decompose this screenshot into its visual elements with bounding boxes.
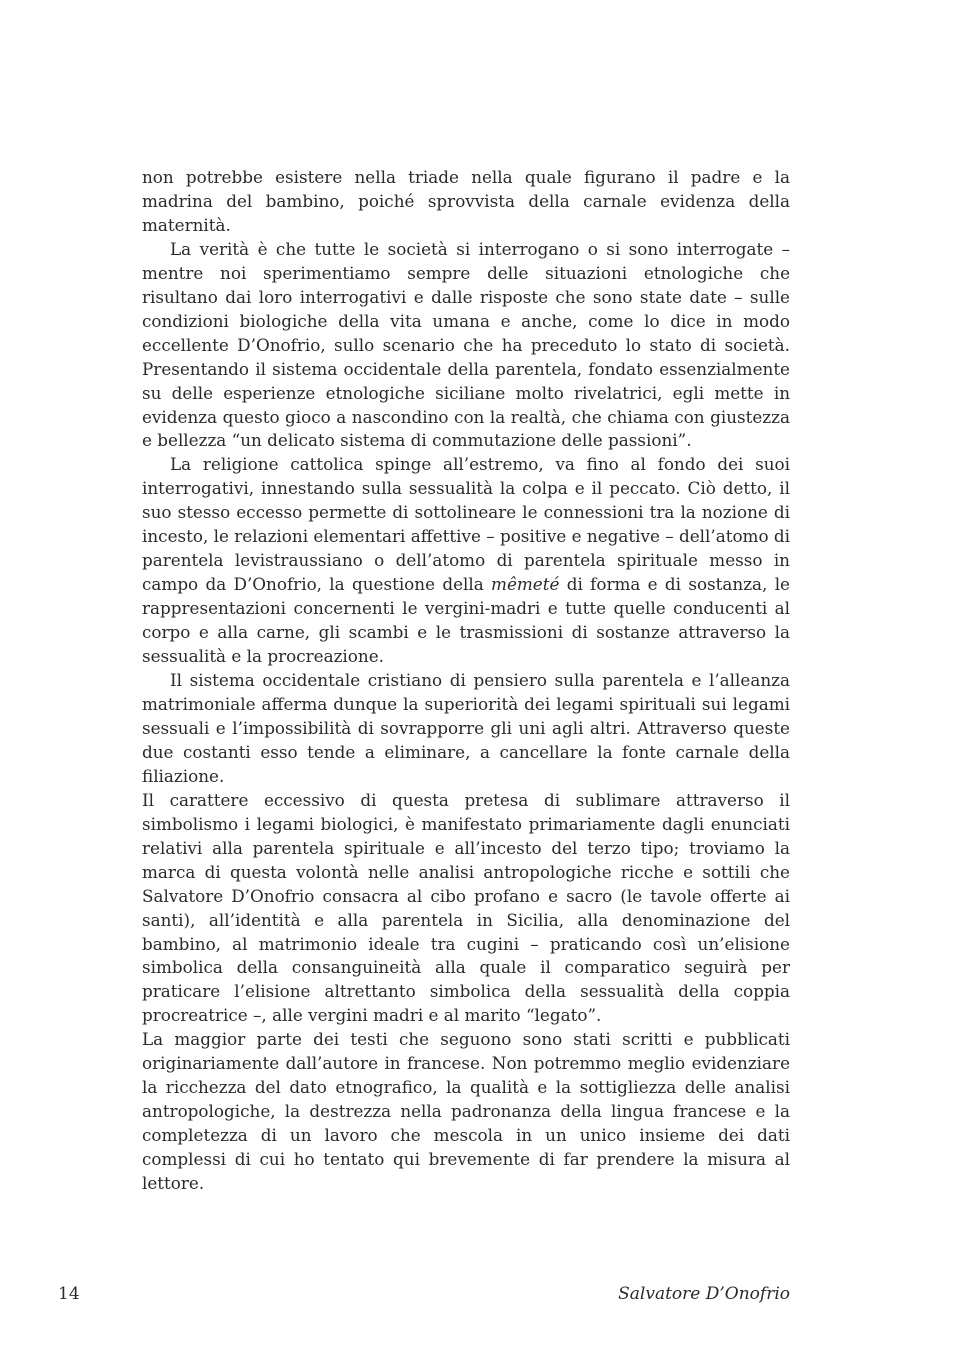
paragraph: [142, 166, 790, 238]
paragraph: [142, 789, 790, 1029]
italic-term: mêmeté: [491, 574, 560, 595]
paragraph-text: Il sistema occidentale cristiano di pensiero sulla parentela e l’alleanza matrimoniale afferma dunque la superiorità dei legami spirituali sui legami sessuali e l’impossibilità di sovrapporre gli uni agli altri. Attraverso queste due costanti esso tende a eliminare, a cancellare la fonte carnale della filiazione.: [142, 670, 790, 786]
paragraph-text: Il carattere eccessivo di questa pretesa di sublimare attraverso il simbolismo i legami biologici, è manifestato primariamente dagli enunciati relativi alla parentela spirituale e all’incesto del terzo tipo; troviamo la marca di questa volontà nelle analisi antropologiche ricche e sottili che Salvatore D’Onofrio consacra al cibo profano e sacro (le tavole offerte ai santi), all’identità e alla parentela in Sicilia, alla denominazione del bambino, al matrimonio ideale tra cugini – praticando così un’elisione simbolica della consanguineità alla quale il comparatico seguirà per praticare l’elisione altrettanto simbolica della sessualità della coppia procreatrice –, alle vergini madri e al marito “legato”.: [142, 789, 790, 1026]
paragraph: [142, 669, 790, 789]
paragraph-text: La religione cattolica spinge all’estremo, va fino al fondo dei suoi interrogativi, innestando sulla sessualità la colpa e il peccato. Ciò detto, il suo stesso eccesso permette di sottolineare le connessioni tra la nozione di incesto, le relazioni elementari affettive – positive e negative – dell’atomo di parentela levistraussiano o dell’atomo di parentela spirituale messo in campo da D’Onofrio, la questione della: [142, 454, 791, 595]
paragraph-text: La verità è che tutte le società si interrogano o si sono interrogate – mentre noi sperimentiamo sempre delle situazioni etnologiche che risultano dai loro interrogativi e dalle risposte che sono state date – sulle condizioni biologiche della vita umana e anche, come lo dice in modo eccellente D’Onofrio, sullo scenario che ha preceduto lo stato di società. Presentando il sistema occidentale della parentela, fondato essenzialmente su delle esperienze etnologiche siciliane molto rivelatrici, egli mette in evidenza questo gioco a nascondino con la realtà, che chiama con giustezza e bellezza “un delicato sistema di commutazione delle passioni”.: [142, 238, 790, 451]
body-text: [142, 166, 790, 1196]
paragraph: [142, 453, 790, 669]
paragraph-text: non potrebbe esistere nella triade nella quale figurano il padre e la madrina del bambino, poiché sprovvista della carnale evidenza della maternità.: [142, 167, 790, 235]
running-footer-author: Salvatore D’Onofrio: [618, 1284, 790, 1304]
paragraph: [142, 238, 790, 454]
paragraph: [142, 1028, 790, 1196]
paragraph-text: La maggior parte dei testi che seguono sono stati scritti e pubblicati originariamente dall’autore in francese. Non potremmo meglio evidenziare la ricchezza del dato etnografico, la qualità e la sottigliezza delle analisi antropologiche, la destrezza nella padronanza della lingua francese e la completezza di un lavoro che mescola in un unico insieme dei dati complessi di cui ho tentato qui brevemente di far prendere la misura al lettore.: [142, 1029, 790, 1194]
paragraph-text: di forma e di sostanza, le rappresentazioni concernenti le vergini-madri e tutte quelle conducenti al corpo e alla carne, gli scambi e le trasmissioni di sostanze attraverso la sessualità e la procreazione.: [142, 574, 790, 667]
page-number: 14: [58, 1284, 80, 1304]
